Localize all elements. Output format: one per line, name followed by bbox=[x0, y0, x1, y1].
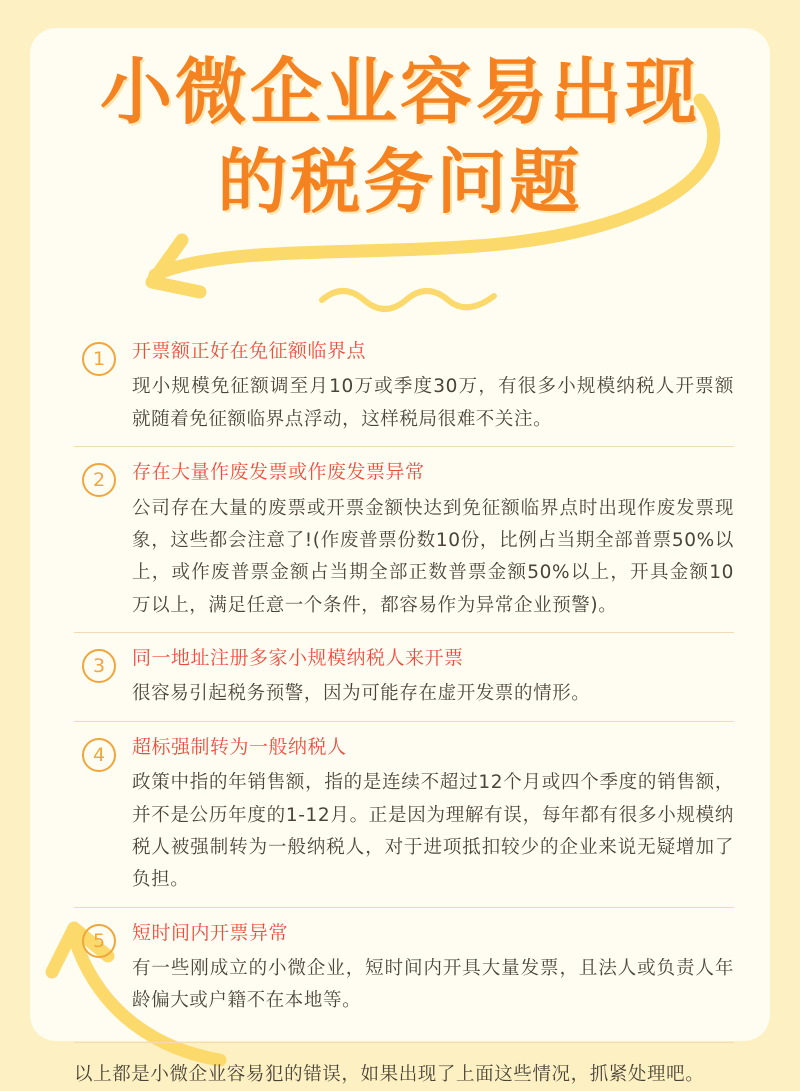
item-title: 短时间内开票异常 bbox=[132, 921, 289, 944]
item-body: 政策中指的年销售额，指的是连续不超过12个月或四个季度的销售额，并不是公历年度的1-12月。正是因为理解有误，每年都有很多小规模纳税人被强制转为一般纳税人，对于进项抵扣较少的企业来说无疑增加了负担。 bbox=[132, 772, 734, 891]
list-item bbox=[74, 721, 734, 907]
list-item bbox=[74, 632, 734, 721]
item-number: 3 bbox=[82, 649, 116, 683]
item-title: 同一地址注册多家小规模纳税人来开票 bbox=[132, 647, 464, 670]
item-title: 开票额正好在免征额临界点 bbox=[132, 340, 367, 362]
squiggle-divider-icon bbox=[318, 286, 498, 308]
item-title: 超标强制转为一般纳税人 bbox=[132, 735, 347, 758]
closing-note: 以上都是小微企业容易犯的错误，如果出现了上面这些情况，抓紧处理吧。 bbox=[74, 1042, 734, 1091]
list-item bbox=[74, 326, 734, 446]
item-body: 公司存在大量的废票或开票金额快达到免征额临界点时出现作废发票现象，这些都会注意了!(作废普票份数10份，比例占当期全部普票50%以上，或作废普票金额占当期全部正数普票金额50%以上，开具金额10万以上，满足任意一个条件，都容易作为异常企业预警)。 bbox=[132, 497, 734, 616]
item-number: 2 bbox=[82, 463, 116, 497]
title-line-1: 小微企业容易出现 bbox=[99, 50, 700, 134]
page-title bbox=[0, 52, 800, 221]
item-number: 1 bbox=[82, 342, 116, 376]
item-number: 5 bbox=[82, 924, 116, 958]
list-item bbox=[74, 446, 734, 632]
list-item bbox=[74, 907, 734, 1028]
item-number: 4 bbox=[82, 738, 116, 772]
item-title: 存在大量作废发票或作废发票异常 bbox=[132, 461, 425, 484]
item-body: 很容易引起税务预警，因为可能存在虚开发票的情形。 bbox=[132, 683, 591, 705]
item-body: 有一些刚成立的小微企业，短时间内开具大量发票，且法人或负责人年龄偏大或户籍不在本地等。 bbox=[132, 958, 734, 1012]
tax-issue-list bbox=[74, 326, 734, 1091]
item-body: 现小规模免征额调至月10万或季度30万，有很多小规模纳税人开票额就随着免征额临界点浮动，这样税局很难不关注。 bbox=[132, 376, 734, 430]
title-line-2: 的税务问题 bbox=[217, 140, 583, 223]
